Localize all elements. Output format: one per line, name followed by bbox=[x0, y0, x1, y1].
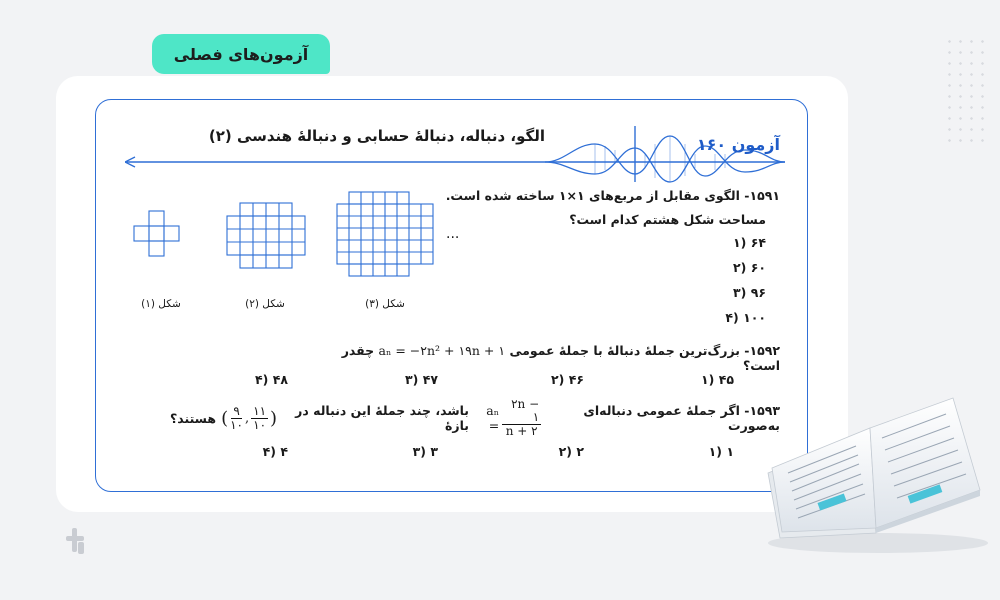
question-1591-text: ۱۵۹۱- الگوی مقابل از مربع‌های ۱×۱ ساخته شده است. bbox=[445, 188, 780, 203]
q1593-fraction bbox=[502, 398, 541, 439]
q1593-option-2[interactable]: ۲ (۲ bbox=[558, 444, 584, 459]
q1591-option-1[interactable]: ۶۴ (۱ bbox=[733, 235, 766, 250]
q1593-fraction-denominator: n + ۲ bbox=[505, 424, 538, 439]
q1593-interval-lower bbox=[230, 405, 243, 432]
figure-3-caption: شکل (۳) bbox=[365, 298, 405, 310]
q1593-tail: هستند؟ bbox=[170, 410, 217, 426]
q1593-option-4[interactable]: ۴ (۴ bbox=[262, 444, 288, 459]
q1592-tail: چقدر است؟ bbox=[341, 343, 780, 373]
q1593-formula bbox=[474, 398, 541, 439]
q1593-interval-lower-num: ۹ bbox=[233, 403, 240, 418]
figure-1-shape bbox=[134, 211, 179, 256]
exam-number: آزمون ۱۶۰ bbox=[696, 135, 780, 154]
pattern-figures bbox=[130, 188, 440, 278]
q1591-option-4[interactable]: ۱۰۰ (۴ bbox=[725, 310, 766, 325]
pattern-ellipsis: ... bbox=[446, 226, 460, 242]
q1593-interval-lower-den: ۱۰ bbox=[230, 417, 243, 432]
q1593-interval-upper bbox=[251, 405, 268, 432]
q1592-formula: aₙ = −۲n² + ۱۹n + ۱ bbox=[378, 343, 506, 358]
q1593-mid: باشد، چند جملهٔ این دنباله در بازهٔ bbox=[295, 403, 469, 434]
exam-title: الگو، دنباله، دنبالهٔ حسابی و دنبالهٔ هندسی (۲) bbox=[208, 127, 545, 145]
book-illustration-icon bbox=[758, 378, 988, 558]
figure-2-shape bbox=[227, 203, 305, 268]
q1592-option-3[interactable]: ۴۷ (۳ bbox=[405, 372, 438, 387]
section-tag: آزمون‌های فصلی bbox=[152, 34, 330, 74]
q1593-interval-upper-num: ۱۱ bbox=[253, 403, 267, 418]
q1593-an: aₙ = bbox=[486, 403, 500, 434]
q1592-lead: ۱۵۹۲- بزرگ‌ترین جملهٔ دنبالهٔ با جملهٔ عمومی bbox=[509, 343, 780, 358]
q1592-option-1[interactable]: ۴۵ (۱ bbox=[701, 372, 734, 387]
q1593-lead: ۱۵۹۳- اگر جملهٔ عمومی دنباله‌ای به‌صورت bbox=[583, 403, 780, 434]
brand-logo-icon bbox=[58, 522, 98, 574]
q1593-fraction-numerator: ۲n − ۱ bbox=[502, 398, 541, 425]
q1593-interval-upper-den: ۱۰ bbox=[253, 417, 267, 432]
question-1593-text bbox=[170, 398, 780, 439]
q1592-option-2[interactable]: ۴۶ (۲ bbox=[551, 372, 584, 387]
figure-2-caption: شکل (۲) bbox=[245, 298, 285, 310]
q1592-option-4[interactable]: ۴۸ (۴ bbox=[255, 372, 288, 387]
q1591-option-2[interactable]: ۶۰ (۲ bbox=[733, 260, 766, 275]
q1593-option-1[interactable]: ۱ (۱ bbox=[708, 444, 734, 459]
figure-1-caption: شکل (۱) bbox=[141, 298, 181, 310]
question-1592-text bbox=[320, 343, 780, 373]
q1591-option-3[interactable]: ۹۶ (۳ bbox=[733, 285, 766, 300]
dot-pattern bbox=[944, 36, 990, 146]
figure-3-shape bbox=[337, 192, 433, 276]
question-1591-subtext: مساحت شکل هشتم کدام است؟ bbox=[569, 212, 766, 227]
q1593-option-3[interactable]: ۳ (۳ bbox=[412, 444, 438, 459]
q1593-interval: ( $\frac{۹}{۱۰}$ , $\frac{۱۱}{۱۰}$ ) bbox=[221, 403, 278, 432]
